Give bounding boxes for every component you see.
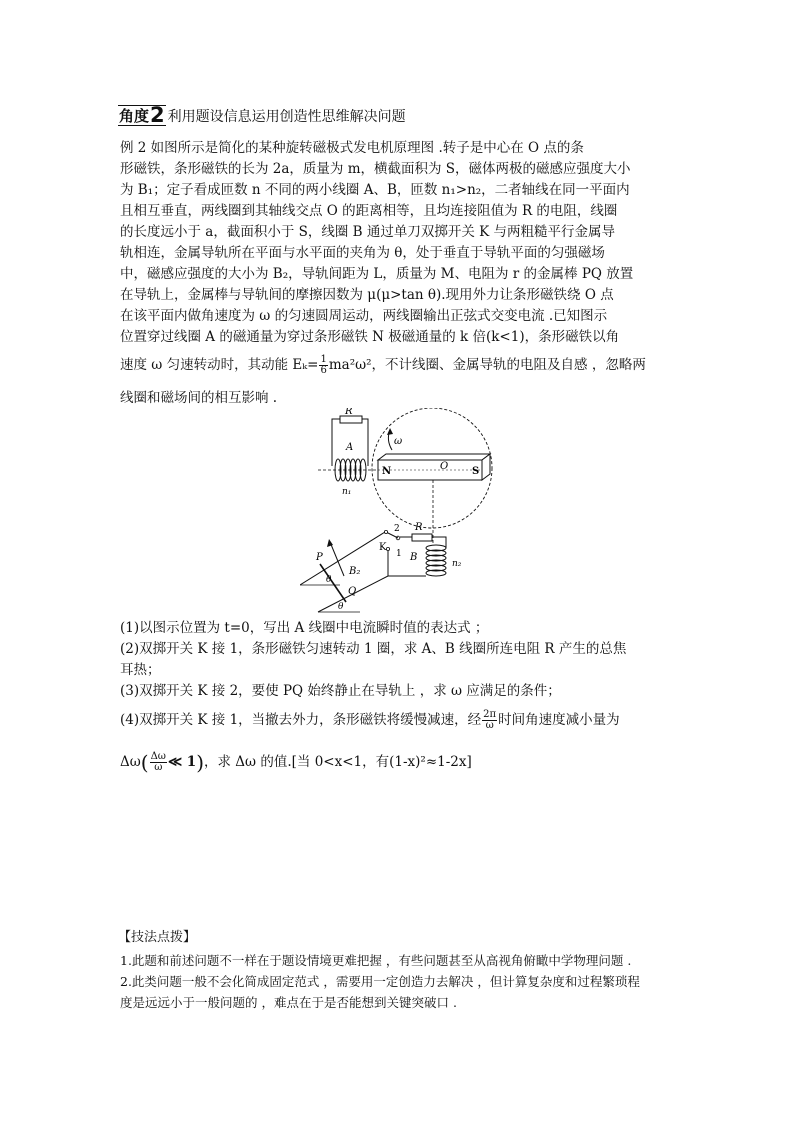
- label-coil-a: A: [346, 442, 354, 453]
- problem-line: 的长度远小于 a，截面积小于 S，线圈 B 通过单刀双掷开关 K 与两粗糙平行金属导: [120, 224, 616, 240]
- section-title: 利用题设信息运用创造性思维解决问题: [167, 109, 406, 125]
- label-turns-b: n₂: [452, 559, 462, 569]
- tips-line: 度是远远小于一般问题的 ，难点在于是否能想到关键突破口 .: [120, 995, 457, 1010]
- question-2-continued: 耳热；: [120, 662, 161, 678]
- label-resistor-a: R: [345, 408, 353, 417]
- problem-line: 在导轨上，金属棒与导轨间的摩擦因数为 μ(μ>tan θ).现用外力让条形磁铁绕 O 点: [120, 287, 614, 303]
- problem-line: 为 B₁；定子看成匝数 n 不同的两小线圈 A、B，匝数 n₁>n₂，二者轴线在同一平面内: [120, 182, 630, 198]
- question-4-frac-num: 2π: [483, 709, 497, 720]
- generator-figure: [300, 408, 520, 618]
- tips-line: 1.此题和前述问题不一样在于题设情境更难把握 ，有些问题甚至从高视角俯瞰中学物理问题 .: [120, 953, 632, 968]
- problem-line: 位置穿过线圈 A 的磁通量为穿过条形磁铁 N 极磁通量的 k 倍(k<1)，条形磁铁以角: [120, 329, 620, 345]
- condition-fraction: [150, 752, 167, 773]
- section-badge-label: 角度: [119, 107, 150, 125]
- energy-text-after: ma²ω²，不计线圈、金属导轨的电阻及自感 ，忽略两: [328, 357, 646, 373]
- energy-frac-den: 6: [320, 365, 327, 376]
- resistor-a: [340, 416, 362, 423]
- question-1: (1)以图示位置为 t=0，写出 A 线圈中电流瞬时值的表达式 ；: [120, 620, 489, 636]
- label-pole-s: S: [472, 466, 480, 477]
- question-4-condition: [120, 752, 680, 773]
- tips-line: 2.此类问题一般不会化简成固定范式 ，需要用一定创造力去解决 ，但计算复杂度和过程繁琐程: [120, 974, 640, 989]
- delta-omega-lead: Δω: [120, 754, 141, 770]
- switch-contact-1: [386, 547, 389, 550]
- question-2: (2)双掷开关 K 接 1，条形磁铁匀速转动 1 圈，求 A、B 线圈所连电阻 R 产生的总焦: [120, 641, 627, 657]
- label-pole-n: N: [382, 466, 392, 477]
- rotation-arrowhead: [387, 428, 393, 435]
- problem-line: 形磁铁，条形磁铁的长为 2a，质量为 m，横截面积为 S，磁体两极的磁感应强度大小: [120, 161, 631, 177]
- label-field-b2: B₂: [349, 566, 361, 577]
- energy-fraction: [319, 355, 327, 376]
- question-4-frac-den: ω: [485, 720, 494, 731]
- section-number: 2: [150, 103, 165, 127]
- label-coil-b: B: [410, 552, 418, 563]
- energy-line: [120, 355, 680, 376]
- label-switch-k: K: [379, 542, 387, 553]
- label-resistor-b: R: [415, 522, 423, 533]
- rod-pq: [320, 564, 346, 602]
- condition-frac-den: ω: [154, 762, 163, 773]
- energy-frac-num: 1: [320, 354, 327, 365]
- tips-header: 【技法点拨】: [118, 930, 197, 945]
- question-3: (3)双掷开关 K 接 2，要使 PQ 始终静止在导轨上 ，求 ω 应满足的条件；: [120, 683, 561, 699]
- right-paren: ): [196, 750, 205, 775]
- problem-line: 线圈和磁场间的相互影响 .: [120, 390, 278, 406]
- problem-line: 且相互垂直，两线圈到其轴线交点 O 的距离相等，且均连接阻值为 R 的电阻，线圈: [120, 203, 618, 219]
- question-4-text-before: (4)双掷开关 K 接 1，当撤去外力，条形磁铁将缓慢减速，经: [120, 712, 482, 728]
- problem-line: 在该平面内做角速度为 ω 的匀速圆周运动，两线圈输出正弦式交变电流 .已知图示: [120, 308, 608, 324]
- left-paren: (: [140, 750, 149, 775]
- coil-a: [335, 459, 366, 481]
- rail-upper: [300, 532, 385, 585]
- label-omega: ω: [394, 436, 403, 447]
- label-angle-2: θ: [338, 602, 344, 612]
- problem-line: 中，磁感应强度的大小为 B₂，导轨间距为 L，质量为 M、电阻为 r 的金属棒 PQ 放置: [120, 266, 634, 282]
- energy-text-before: 速度 ω 匀速转动时，其动能 Eₖ=: [120, 357, 319, 373]
- problem-line: 轨相连，金属导轨所在平面与水平面的夹角为 θ，处于垂直于导轨平面的匀强磁场: [120, 245, 605, 261]
- resistor-b: [412, 534, 432, 541]
- coil-b: [426, 545, 446, 576]
- question-4-text-after: 时间角速度减小量为: [498, 712, 620, 728]
- coil-b-return-wire: [388, 551, 426, 576]
- question-4-fraction: [482, 710, 497, 731]
- label-position-2: 2: [394, 524, 400, 534]
- label-center-o: O: [440, 461, 449, 472]
- label-angle-1: θ: [326, 575, 332, 585]
- section-heading: [118, 103, 406, 127]
- condition-frac-num: Δω: [150, 751, 166, 762]
- condition-much-less: ≪ 1: [167, 754, 197, 770]
- question-4-ask: ，求 Δω 的值.[当 0<x<1，有(1-x)²≈1-2x]: [204, 754, 472, 770]
- label-turns-a: n₁: [342, 487, 352, 497]
- label-position-1: 1: [396, 549, 402, 559]
- label-rod-q: Q: [348, 586, 357, 597]
- section-badge: [118, 105, 166, 126]
- label-rod-p: P: [316, 552, 323, 563]
- problem-line: 例 2 如图所示是简化的某种旋转磁极式发电机原理图 .转子是中心在 O 点的条: [120, 140, 584, 156]
- question-4: [120, 710, 680, 731]
